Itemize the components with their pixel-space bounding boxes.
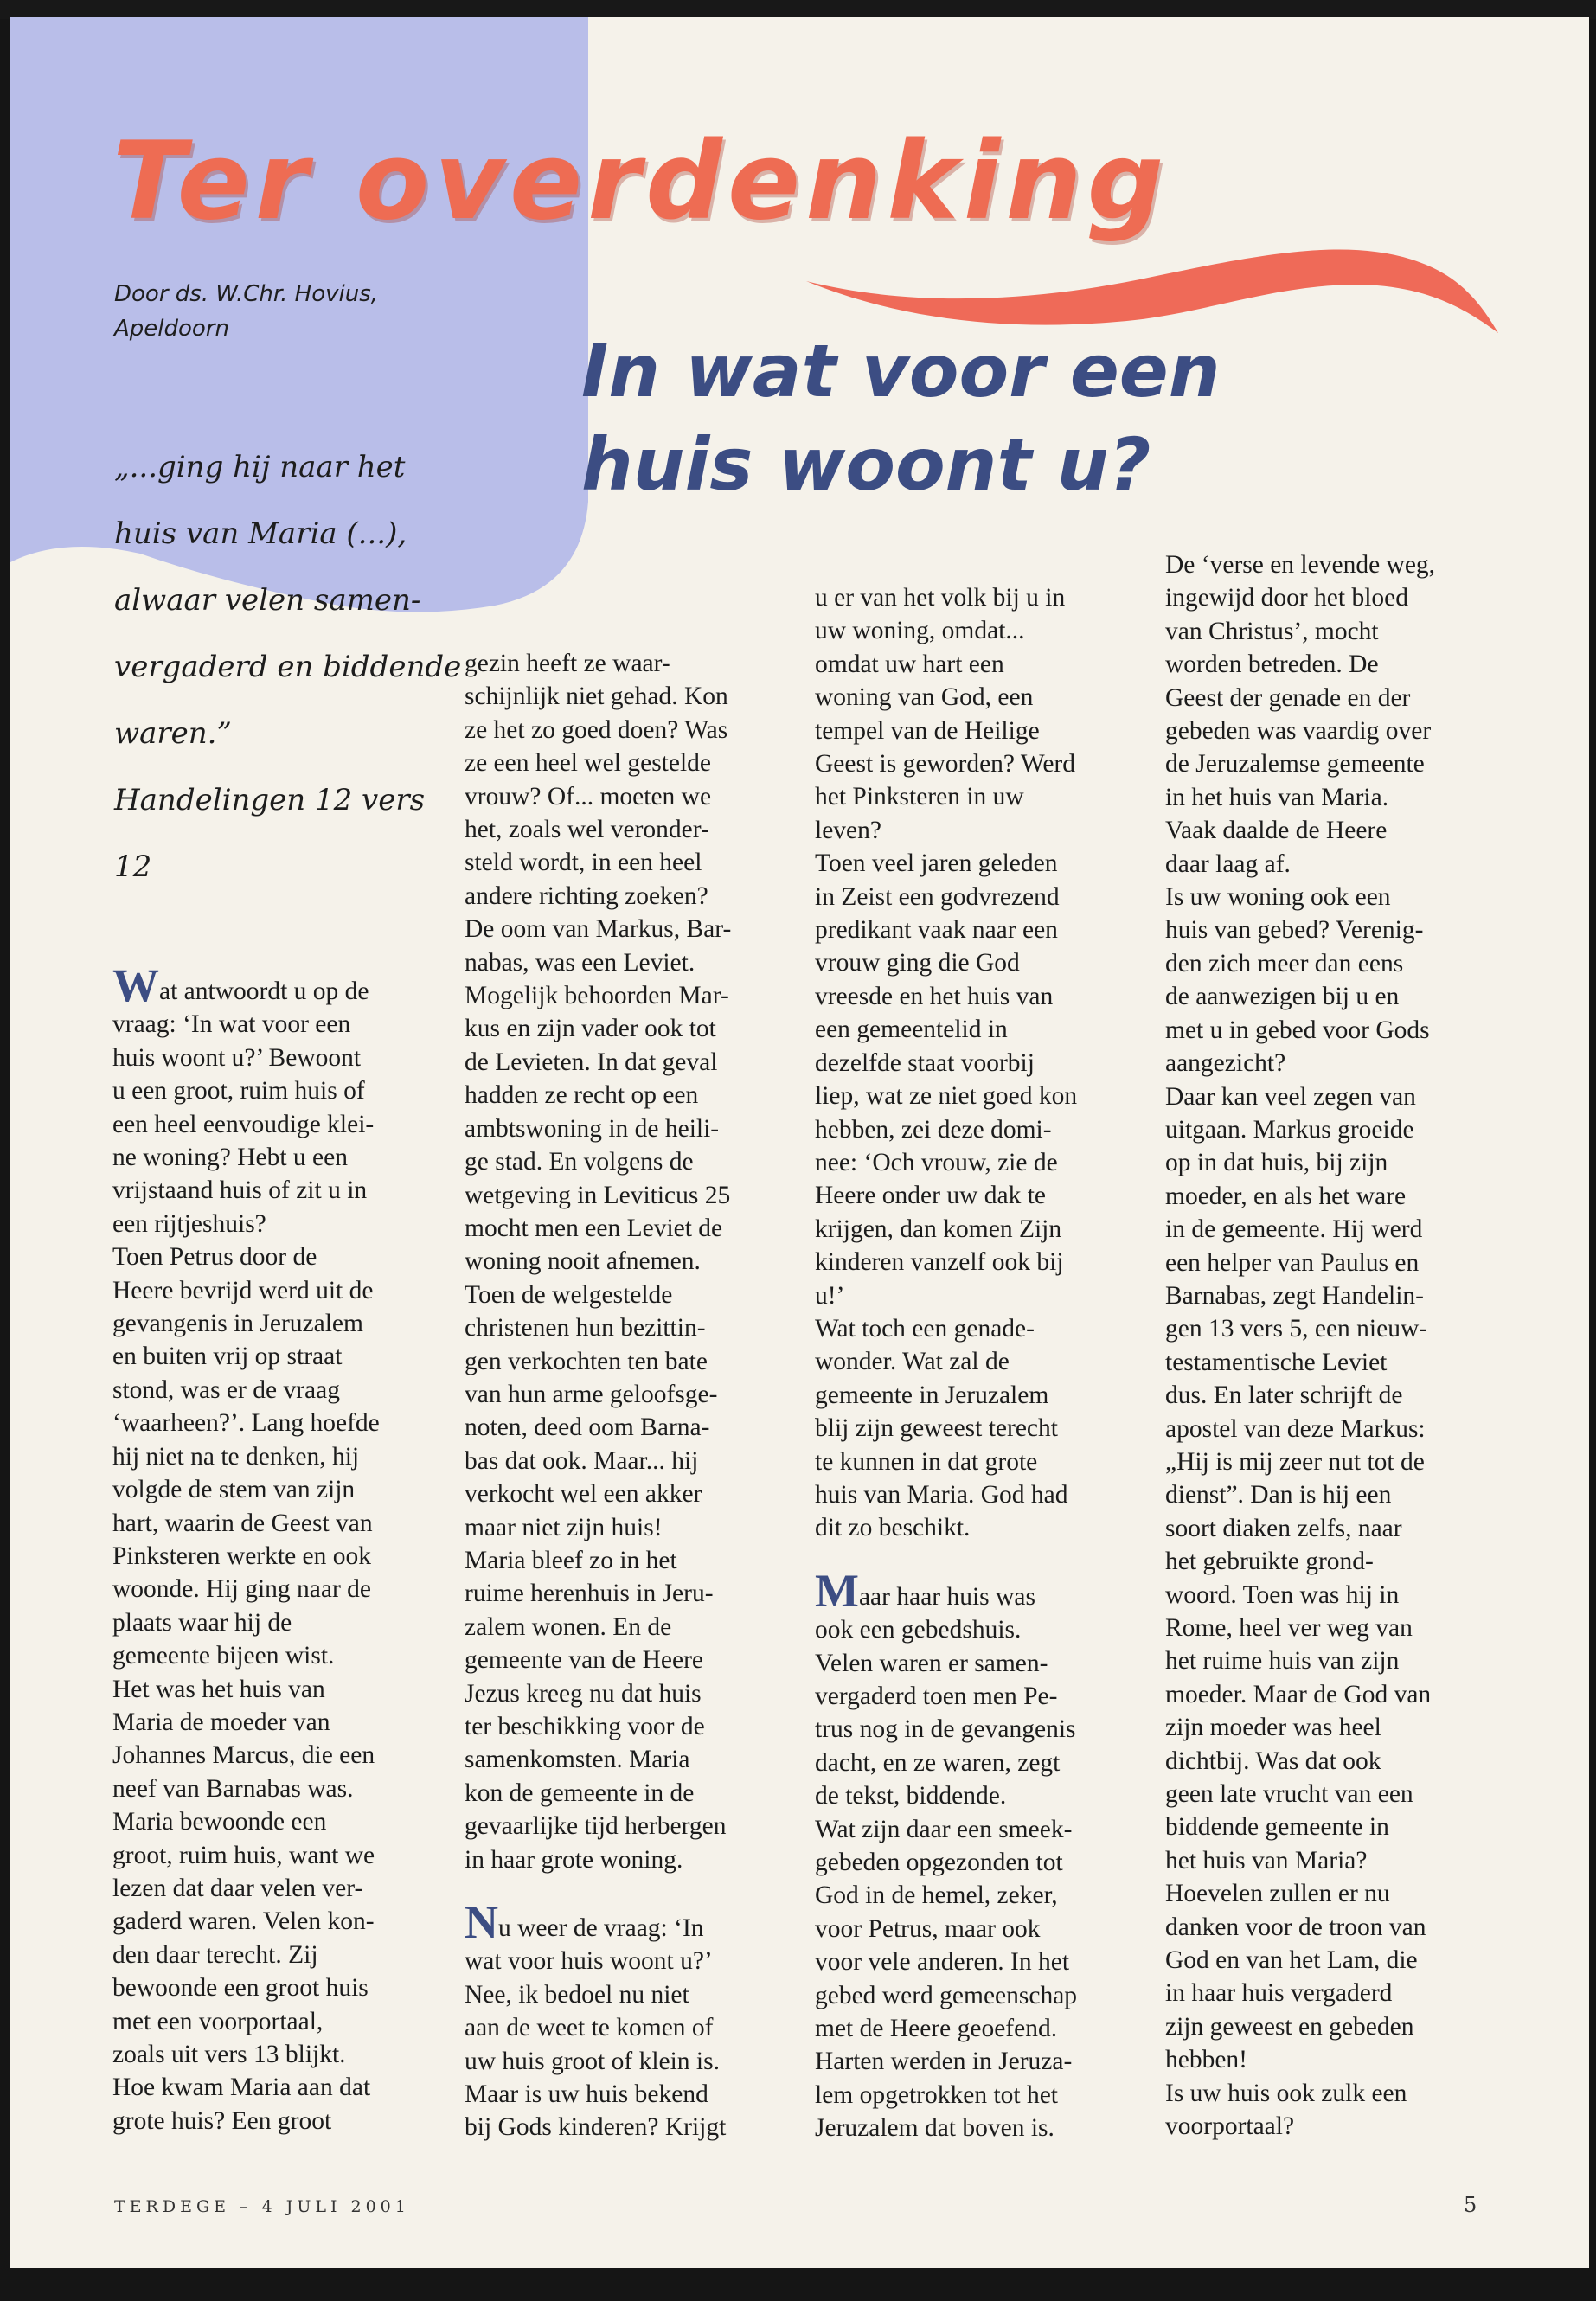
magazine-page — [10, 17, 1589, 2284]
footer-publication: TERDEGE – 4 JULI 2001 — [114, 2197, 410, 2216]
drop-cap: N — [465, 1896, 498, 1949]
article-line: vraag: ‘In wat voor een — [112, 1010, 351, 1039]
article-line: huis woont u?’ Bewoont — [112, 1043, 362, 1072]
article-line: noten, deed oom Barna- — [465, 1413, 710, 1442]
article-line: het gebruikte grond- — [1165, 1548, 1374, 1576]
article-line: Geest der genade en der — [1165, 683, 1411, 712]
article-line: woord. Toen was hij in — [1165, 1580, 1400, 1609]
article-line: Wat antwoordt u op de — [112, 959, 369, 1011]
quote-line: waren.” — [114, 716, 232, 751]
article-line: vrouw ging die God — [815, 949, 1020, 977]
article-line: zoals uit vers 13 blijkt. — [112, 2041, 346, 2068]
article-line: liep, wat ze niet goed kon — [815, 1082, 1078, 1111]
page-number: 5 — [1464, 2193, 1477, 2217]
article-line: Jeruzalem dat boven is. — [815, 2114, 1054, 2143]
article-line: kus en zijn vader ook tot — [465, 1015, 716, 1043]
article-title — [581, 324, 1221, 511]
article-line: hebben, zei deze domi- — [815, 1115, 1052, 1144]
section-title: Ter overdenking — [112, 119, 1170, 244]
article-line: moeder, en als het ware — [1165, 1182, 1407, 1210]
article-line: geen late vrucht van een — [1165, 1780, 1413, 1809]
article-line: dezelfde staat voorbij — [815, 1048, 1035, 1077]
article-line: dit zo beschikt. — [815, 1514, 971, 1542]
article-line: den zich meer dan eens — [1165, 949, 1404, 977]
article-line: ‘waarheen?’. Lang hoefde — [112, 1409, 380, 1438]
article-line: de aanwezigen bij u en — [1165, 983, 1400, 1011]
article-line: in het huis van Maria. — [1165, 783, 1389, 811]
article-line: Nu weer de vraag: ‘In — [465, 1896, 704, 1949]
article-line: Pinksteren werkte en ook — [112, 1541, 372, 1570]
article-line: Jezus kreeg nu dat huis — [465, 1679, 702, 1708]
article-line: volgde de stem van zijn — [112, 1476, 356, 1504]
article-line: zijn geweest en gebeden — [1165, 2012, 1414, 2041]
article-line: krijgen, dan komen Zijn — [815, 1215, 1062, 1243]
article-line: bewoonde een groot huis — [112, 1974, 369, 2003]
article-line: in haar huis vergaderd — [1165, 1979, 1393, 2008]
article-line: worden betreden. De — [1165, 651, 1379, 679]
article-line: Heere onder uw dak te — [815, 1182, 1047, 1210]
article-line: en buiten vrij op straat — [112, 1343, 343, 1371]
article-line: voor vele anderen. In het — [815, 1948, 1070, 1977]
article-line: het ruime huis van zijn — [1165, 1647, 1400, 1676]
article-line: samenkomsten. Maria — [465, 1746, 690, 1774]
paragraph-gap — [815, 1545, 1139, 1574]
article-line: hart, waarin de Geest van — [112, 1509, 373, 1537]
article-line: Velen waren er samen- — [815, 1649, 1048, 1677]
article-line: gebed werd gemeenschap — [815, 1981, 1078, 2009]
article-line: soort diaken zelfs, naar — [1165, 1514, 1402, 1542]
article-line: lezen dat daar velen ver- — [112, 1874, 363, 1902]
article-line: van Christus’, mocht — [1165, 617, 1379, 645]
article-line: het, zoals wel veronder- — [465, 816, 709, 844]
article-line: mocht men een Leviet de — [465, 1214, 723, 1242]
quote-line: huis van Maria (...), — [114, 516, 407, 551]
article-line: Maria bleef zo in het — [465, 1546, 677, 1574]
article-line: te kunnen in dat grote — [815, 1447, 1038, 1476]
article-line: aangezicht? — [1165, 1049, 1286, 1078]
article-line: met een voorportaal, — [112, 2007, 324, 2035]
article-line: hebben! — [1165, 2046, 1248, 2074]
article-line: Rome, heel ver weg van — [1165, 1614, 1413, 1642]
article-line: een helper van Paulus en — [1165, 1248, 1420, 1277]
article-line: De ‘verse en levende weg, — [1165, 551, 1436, 579]
article-line: huis van Maria. God had — [815, 1480, 1068, 1509]
article-line: Toen Petrus door de — [112, 1243, 317, 1272]
article-line: andere richting zoeken? — [465, 881, 708, 910]
quote-line: alwaar velen samen- — [114, 583, 421, 618]
article-line: den daar terecht. Zij — [112, 1940, 318, 1969]
article-line: huis van gebed? Verenig- — [1165, 916, 1424, 945]
article-line: van hun arme geloofsge- — [465, 1380, 718, 1408]
article-line: uw huis groot of klein is. — [465, 2047, 720, 2075]
article-line: de Jeruzalemse gemeente — [1165, 750, 1425, 779]
text-column-4 — [1165, 548, 1490, 2144]
article-line: dichtbij. Was dat ook — [1165, 1747, 1381, 1775]
article-line: kon de gemeente in de — [465, 1779, 695, 1807]
drop-cap: M — [815, 1564, 859, 1617]
article-line: dienst”. Dan is hij een — [1165, 1481, 1392, 1509]
article-line: een heel eenvoudige klei- — [112, 1110, 375, 1138]
article-line: gebeden opgezonden tot — [815, 1849, 1063, 1877]
article-line: tempel van de Heilige — [815, 716, 1040, 745]
article-line: Maar haar huis was — [815, 1564, 1035, 1617]
author-byline — [114, 277, 378, 346]
article-line: woonde. Hij ging naar de — [112, 1575, 372, 1604]
article-line: De oom van Markus, Bar- — [465, 915, 732, 944]
article-line: aan de weet te komen of — [465, 2014, 714, 2042]
article-line: lem opgetrokken tot het — [815, 2080, 1058, 2109]
article-line: danken voor de troon van — [1165, 1913, 1426, 1941]
quote-reference-verse: 12 — [114, 849, 152, 884]
article-line: in Zeist een godvrezend — [815, 882, 1060, 911]
text-column-3 — [815, 581, 1139, 2145]
author-name: Door ds. W.Chr. Hovius, — [114, 281, 379, 307]
article-line: gaderd waren. Velen kon- — [112, 1907, 375, 1936]
article-line: biddende gemeente in — [1165, 1813, 1389, 1842]
article-line: uitgaan. Markus groeide — [1165, 1115, 1414, 1144]
article-line: God in de hemel, zeker, — [815, 1881, 1058, 1910]
article-line: Johannes Marcus, die een — [112, 1741, 375, 1770]
article-line: moeder. Maar de God van — [1165, 1680, 1432, 1708]
article-line: de tekst, biddende. — [815, 1782, 1007, 1811]
article-line: gemeente van de Heere — [465, 1646, 703, 1675]
scripture-quote — [114, 434, 462, 901]
article-line: vrijstaand huis of zit u in — [112, 1176, 368, 1205]
article-line: gemeente in Jeruzalem — [815, 1381, 1049, 1409]
article-line: trus nog in de gevangenis — [815, 1715, 1076, 1744]
article-line: apostel van deze Markus: — [1165, 1414, 1426, 1443]
article-line: grote huis? Een groot — [112, 2106, 332, 2135]
article-line: Geest is geworden? Werd — [815, 750, 1075, 779]
article-line: predikant vaak naar een — [815, 916, 1058, 945]
article-line: God en van het Lam, die — [1165, 1946, 1418, 1975]
article-line: hij niet na te denken, hij — [112, 1442, 360, 1471]
article-line: Toen de welgestelde — [465, 1280, 673, 1309]
article-line: stond, was er de vraag — [112, 1375, 340, 1404]
article-line: Nee, ik bedoel nu niet — [465, 1980, 689, 2009]
article-line: Hoe kwam Maria aan dat — [112, 2073, 371, 2102]
article-line: dus. En later schrijft de — [1165, 1381, 1403, 1410]
author-location: Apeldoorn — [114, 316, 229, 342]
article-line: daar laag af. — [1165, 849, 1291, 878]
quote-line: vergaderd en biddende — [114, 650, 462, 684]
article-line: ambtswoning in de heili- — [465, 1114, 720, 1143]
article-line: woning nooit afnemen. — [465, 1247, 701, 1276]
article-line: gevaarlijke tijd herbergen — [465, 1812, 727, 1841]
article-line: u!’ — [815, 1281, 845, 1310]
article-line: christenen hun bezittin- — [465, 1314, 706, 1343]
article-line: ingewijd door het bloed — [1165, 584, 1409, 612]
scan-edge-bottom — [0, 2268, 1596, 2301]
article-line: uw woning, omdat... — [815, 617, 1025, 645]
article-line: ter beschikking voor de — [465, 1713, 705, 1740]
article-line: omdat uw hart een — [815, 650, 1004, 678]
article-line: u er van het volk bij u in — [815, 584, 1066, 612]
article-line: vrouw? Of... moeten we — [465, 782, 712, 811]
article-line: gen 13 vers 5, een nieuw- — [1165, 1315, 1428, 1343]
article-line: het huis van Maria? — [1165, 1846, 1368, 1875]
article-line: ge stad. En volgens de — [465, 1148, 694, 1176]
article-line: voorportaal? — [1165, 2112, 1295, 2141]
article-line: woning van God, een — [815, 683, 1034, 712]
article-line: Hoevelen zullen er nu — [1165, 1880, 1390, 1908]
article-line: Heere bevrijd werd uit de — [112, 1276, 374, 1304]
article-line: ze een heel wel gestelde — [465, 749, 712, 778]
article-line: gemeente bijeen wist. — [112, 1642, 335, 1670]
article-line: nee: ‘Och vrouw, zie de — [815, 1148, 1058, 1176]
article-line: zalem wonen. En de — [465, 1612, 672, 1641]
article-line: Vaak daalde de Heere — [1165, 817, 1388, 845]
article-line: gezin heeft ze waar- — [465, 650, 670, 677]
text-column-1 — [112, 959, 437, 2138]
article-line: leven? — [815, 816, 881, 844]
article-line: dacht, en ze waren, zegt — [815, 1748, 1061, 1777]
article-line: verkocht wel een akker — [465, 1480, 702, 1509]
article-line: maar niet zijn huis! — [465, 1513, 663, 1541]
title-line-1: In wat voor een — [581, 329, 1221, 413]
article-line: Maar is uw huis bekend — [465, 2080, 708, 2109]
drop-cap: W — [112, 959, 159, 1011]
article-line: Mogelijk behoorden Mar- — [465, 982, 729, 1010]
paragraph-gap — [465, 1876, 789, 1906]
scan-edge-top — [0, 0, 1596, 19]
article-line: vreesde en het huis van — [815, 982, 1054, 1010]
article-line: wat voor huis woont u?’ — [465, 1947, 713, 1976]
article-line: vergaderd toen men Pe- — [815, 1682, 1058, 1710]
article-line: het Pinksteren in uw — [815, 783, 1024, 811]
article-line: Is uw huis ook zulk een — [1165, 2079, 1407, 2107]
article-line: bij Gods kinderen? Krijgt — [465, 2113, 727, 2142]
article-line: bas dat ook. Maar... hij — [465, 1446, 699, 1475]
article-line: Barnabas, zegt Handelin- — [1165, 1281, 1424, 1310]
article-line: hadden ze recht op een — [465, 1081, 699, 1110]
article-line: gen verkochten ten bate — [465, 1347, 708, 1375]
article-line: met de Heere geoefend. — [815, 2015, 1058, 2043]
article-line: Harten werden in Jeruza- — [815, 2048, 1073, 2076]
article-line: „Hij is mij zeer nut tot de — [1165, 1447, 1425, 1476]
article-line: neef van Barnabas was. — [112, 1774, 354, 1803]
article-line: ook een gebedshuis. — [815, 1616, 1022, 1644]
article-line: blij zijn geweest terecht — [815, 1414, 1058, 1443]
article-line: zijn moeder was heel — [1165, 1714, 1381, 1742]
article-line: op in dat huis, bij zijn — [1165, 1149, 1388, 1177]
article-line: testamentische Leviet — [1165, 1348, 1388, 1376]
article-line: u een groot, ruim huis of — [112, 1077, 365, 1106]
article-line: plaats waar hij de — [112, 1608, 292, 1637]
article-line: gevangenis in Jeruzalem — [112, 1310, 363, 1338]
article-line: nabas, was een Leviet. — [465, 948, 695, 977]
article-line: Maria de moeder van — [112, 1708, 330, 1736]
quote-line: „...ging hij naar het — [114, 450, 406, 484]
article-line: Daar kan veel zegen van — [1165, 1082, 1416, 1111]
article-line: gebeden was vaardig over — [1165, 717, 1432, 746]
article-line: een rijtjeshuis? — [112, 1209, 266, 1238]
article-line: voor Petrus, maar ook — [815, 1914, 1041, 1943]
article-line: Is uw woning ook een — [1165, 883, 1391, 912]
article-line: kinderen vanzelf ook bij — [815, 1248, 1064, 1277]
article-line: Wat toch een genade- — [815, 1314, 1035, 1343]
article-line: wetgeving in Leviticus 25 — [465, 1181, 731, 1209]
text-column-2 — [465, 647, 789, 2144]
title-line-2: huis woont u? — [581, 422, 1151, 507]
article-line: Maria bewoonde een — [112, 1808, 327, 1836]
article-line: in haar grote woning. — [465, 1845, 683, 1874]
article-line: Het was het huis van — [112, 1675, 325, 1703]
quote-reference: Handelingen 12 vers — [114, 783, 426, 817]
article-line: een gemeentelid in — [815, 1016, 1008, 1044]
article-line: ze het zo goed doen? Was — [465, 715, 728, 744]
article-line: ruime herenhuis in Jeru- — [465, 1580, 714, 1608]
article-line: wonder. Wat zal de — [815, 1348, 1010, 1376]
article-line: ne woning? Hebt u een — [112, 1144, 348, 1172]
article-line: Wat zijn daar een smeek- — [815, 1815, 1073, 1843]
article-line: in de gemeente. Hij werd — [1165, 1215, 1423, 1244]
article-line: de Levieten. In dat geval — [465, 1048, 718, 1076]
article-line: schijnlijk niet gehad. Kon — [465, 683, 728, 711]
article-line: met u in gebed voor Gods — [1165, 1016, 1430, 1044]
article-line: Toen veel jaren geleden — [815, 849, 1058, 878]
article-line: steld wordt, in een heel — [465, 849, 702, 877]
article-line: groot, ruim huis, want we — [112, 1841, 375, 1869]
